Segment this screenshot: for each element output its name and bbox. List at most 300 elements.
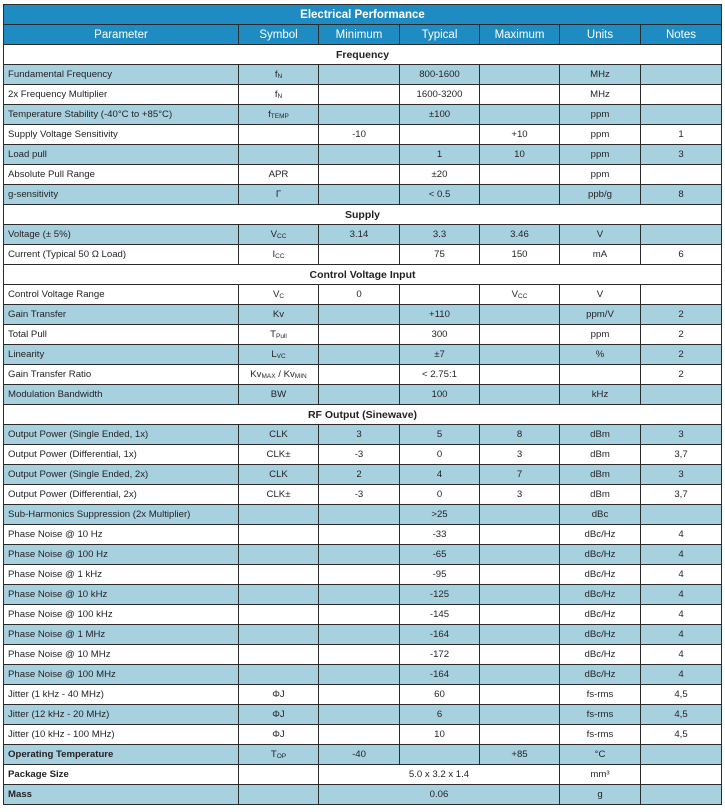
- table-row: [4, 185, 722, 205]
- minimum-cell: [319, 185, 400, 205]
- parameter-cell: Jitter (1 kHz - 40 MHz): [4, 685, 239, 705]
- notes-cell: 4: [641, 525, 722, 545]
- parameter-cell: Phase Noise @ 10 Hz: [4, 525, 239, 545]
- symbol-cell: [239, 745, 319, 765]
- symbol-text: I: [272, 249, 276, 260]
- symbol-cell: [239, 645, 319, 665]
- typical-cell: < 0.5: [400, 185, 480, 205]
- minimum-cell: [319, 585, 400, 605]
- typical-cell: 75: [400, 245, 480, 265]
- units-cell: fs-rms: [560, 725, 641, 745]
- typical-cell: 5: [400, 425, 480, 445]
- symbol-cell: [239, 725, 319, 745]
- units-cell: kHz: [560, 385, 641, 405]
- maximum-cell: [480, 725, 560, 745]
- symbol-cell: [239, 85, 319, 105]
- table-row: [4, 305, 722, 325]
- units-cell: mm³: [560, 765, 641, 785]
- parameter-cell: Output Power (Differential, 2x): [4, 485, 239, 505]
- units-cell: V: [560, 225, 641, 245]
- table-row: [4, 605, 722, 625]
- maximum-cell: [480, 525, 560, 545]
- section-supply: Supply: [4, 205, 722, 225]
- units-cell: dBm: [560, 485, 641, 505]
- electrical-performance-table: [3, 4, 722, 805]
- minimum-cell: [319, 325, 400, 345]
- table-row: [4, 385, 722, 405]
- maximum-cell: [480, 565, 560, 585]
- notes-cell: 2: [641, 325, 722, 345]
- minimum-cell: [319, 385, 400, 405]
- table-row: [4, 785, 722, 805]
- symbol-cell: [239, 105, 319, 125]
- maximum-text: +85: [511, 749, 528, 760]
- table-row: [4, 445, 722, 465]
- subscript: CC: [518, 293, 528, 300]
- header-parameter: Parameter: [4, 25, 239, 45]
- table-row: [4, 365, 722, 385]
- subscript: Pull: [276, 333, 287, 340]
- units-cell: ppb/g: [560, 185, 641, 205]
- notes-cell: [641, 385, 722, 405]
- table-title: Electrical Performance: [4, 5, 722, 25]
- minimum-cell: [319, 645, 400, 665]
- parameter-cell: Jitter (12 kHz - 20 MHz): [4, 705, 239, 725]
- notes-cell: 2: [641, 305, 722, 325]
- symbol-text: APR: [268, 169, 289, 180]
- notes-cell: 4,5: [641, 685, 722, 705]
- maximum-text: 150: [511, 249, 528, 260]
- units-cell: ppm: [560, 105, 641, 125]
- value-cell: 5.0 x 3.2 x 1.4: [319, 765, 560, 785]
- maximum-cell: [480, 85, 560, 105]
- table-row: [4, 765, 722, 785]
- symbol-text: f: [274, 69, 278, 80]
- table-row: [4, 705, 722, 725]
- symbol-cell: [239, 305, 319, 325]
- symbol-cell: [239, 425, 319, 445]
- minimum-cell: [319, 65, 400, 85]
- table-row: [4, 685, 722, 705]
- units-cell: dBc/Hz: [560, 565, 641, 585]
- symbol-cell: [239, 565, 319, 585]
- notes-cell: [641, 225, 722, 245]
- units-cell: dBm: [560, 445, 641, 465]
- table-row: [4, 245, 722, 265]
- typical-cell: -95: [400, 565, 480, 585]
- symbol-cell: [239, 605, 319, 625]
- notes-cell: 3,7: [641, 445, 722, 465]
- minimum-cell: [319, 85, 400, 105]
- parameter-cell: Operating Temperature: [4, 745, 239, 765]
- minimum-cell: [319, 605, 400, 625]
- header-symbol: Symbol: [239, 25, 319, 45]
- minimum-cell: [319, 705, 400, 725]
- minimum-cell: [319, 625, 400, 645]
- parameter-cell: Load pull: [4, 145, 239, 165]
- maximum-cell: [480, 645, 560, 665]
- notes-cell: [641, 505, 722, 525]
- typical-cell: -164: [400, 665, 480, 685]
- typical-cell: 4: [400, 465, 480, 485]
- minimum-cell: [319, 725, 400, 745]
- table-row: [4, 505, 722, 525]
- table-row: [4, 485, 722, 505]
- maximum-cell: [480, 485, 560, 505]
- units-cell: g: [560, 785, 641, 805]
- typical-cell: -172: [400, 645, 480, 665]
- notes-cell: 3: [641, 465, 722, 485]
- parameter-cell: Voltage (± 5%): [4, 225, 239, 245]
- typical-cell: 1600-3200: [400, 85, 480, 105]
- symbol-cell: [239, 705, 319, 725]
- maximum-cell: [480, 665, 560, 685]
- maximum-cell: [480, 125, 560, 145]
- parameter-cell: Current (Typical 50 Ω Load): [4, 245, 239, 265]
- notes-cell: 2: [641, 345, 722, 365]
- units-cell: ppm: [560, 165, 641, 185]
- parameter-cell: Output Power (Single Ended, 1x): [4, 425, 239, 445]
- minimum-cell: [319, 685, 400, 705]
- maximum-cell: [480, 425, 560, 445]
- maximum-cell: [480, 685, 560, 705]
- symbol-text: BW: [270, 389, 287, 400]
- table-row: [4, 665, 722, 685]
- maximum-cell: [480, 185, 560, 205]
- table-row: [4, 125, 722, 145]
- parameter-cell: Phase Noise @ 1 kHz: [4, 565, 239, 585]
- notes-cell: [641, 285, 722, 305]
- notes-cell: 8: [641, 185, 722, 205]
- maximum-text: 3: [516, 489, 523, 500]
- units-cell: V: [560, 285, 641, 305]
- maximum-cell: [480, 445, 560, 465]
- notes-cell: 6: [641, 245, 722, 265]
- minimum-cell: -3: [319, 485, 400, 505]
- table-row: [4, 285, 722, 305]
- minimum-cell: [319, 565, 400, 585]
- minimum-cell: [319, 505, 400, 525]
- parameter-cell: Package Size: [4, 765, 239, 785]
- minimum-cell: -40: [319, 745, 400, 765]
- notes-cell: 4: [641, 605, 722, 625]
- maximum-cell: [480, 105, 560, 125]
- notes-cell: 3,7: [641, 485, 722, 505]
- maximum-text: 10: [514, 149, 525, 160]
- symbol-cell: [239, 485, 319, 505]
- table-row: [4, 65, 722, 85]
- parameter-cell: Linearity: [4, 345, 239, 365]
- minimum-cell: [319, 105, 400, 125]
- parameter-cell: 2x Frequency Multiplier: [4, 85, 239, 105]
- subscript: CC: [275, 253, 285, 260]
- symbol-text: ΦJ: [272, 689, 285, 700]
- maximum-cell: [480, 305, 560, 325]
- notes-cell: [641, 105, 722, 125]
- typical-cell: ±100: [400, 105, 480, 125]
- notes-cell: 4: [641, 625, 722, 645]
- symbol-cell: [239, 245, 319, 265]
- symbol-cell: [239, 185, 319, 205]
- section-control-voltage: Control Voltage Input: [4, 265, 722, 285]
- maximum-cell: [480, 365, 560, 385]
- units-cell: dBc/Hz: [560, 525, 641, 545]
- maximum-text: +10: [511, 129, 528, 140]
- typical-cell: ±7: [400, 345, 480, 365]
- maximum-cell: [480, 465, 560, 485]
- maximum-cell: [480, 585, 560, 605]
- typical-cell: [400, 745, 480, 765]
- units-cell: mA: [560, 245, 641, 265]
- typical-cell: -145: [400, 605, 480, 625]
- parameter-cell: Gain Transfer Ratio: [4, 365, 239, 385]
- subscript: C: [279, 293, 285, 300]
- units-cell: dBc/Hz: [560, 605, 641, 625]
- maximum-cell: [480, 65, 560, 85]
- symbol-cell: [239, 765, 319, 785]
- parameter-cell: Mass: [4, 785, 239, 805]
- maximum-cell: [480, 745, 560, 765]
- units-cell: MHz: [560, 65, 641, 85]
- symbol-cell: [239, 585, 319, 605]
- symbol-text: / Kv: [275, 369, 295, 380]
- notes-cell: [641, 165, 722, 185]
- maximum-cell: [480, 385, 560, 405]
- symbol-cell: [239, 65, 319, 85]
- subscript: VC: [276, 353, 286, 360]
- units-cell: dBc/Hz: [560, 665, 641, 685]
- typical-cell: >25: [400, 505, 480, 525]
- symbol-text: T: [270, 329, 277, 340]
- subscript: MAX: [261, 373, 276, 380]
- units-cell: dBc/Hz: [560, 645, 641, 665]
- typical-cell: -33: [400, 525, 480, 545]
- notes-cell: 3: [641, 425, 722, 445]
- header-maximum: Maximum: [480, 25, 560, 45]
- symbol-text: ΦJ: [272, 709, 285, 720]
- typical-cell: [400, 285, 480, 305]
- units-cell: MHz: [560, 85, 641, 105]
- table-row: [4, 645, 722, 665]
- symbol-cell: [239, 285, 319, 305]
- symbol-cell: [239, 445, 319, 465]
- typical-cell: 300: [400, 325, 480, 345]
- parameter-cell: Supply Voltage Sensitivity: [4, 125, 239, 145]
- minimum-cell: -10: [319, 125, 400, 145]
- units-cell: dBc/Hz: [560, 545, 641, 565]
- symbol-text: Kv: [272, 309, 285, 320]
- notes-cell: 4,5: [641, 705, 722, 725]
- maximum-cell: [480, 705, 560, 725]
- table-row: [4, 165, 722, 185]
- typical-cell: -65: [400, 545, 480, 565]
- header-notes: Notes: [641, 25, 722, 45]
- symbol-text: CLK: [269, 429, 288, 440]
- maximum-cell: [480, 345, 560, 365]
- table-row: [4, 85, 722, 105]
- typical-cell: 0: [400, 445, 480, 465]
- units-cell: dBm: [560, 465, 641, 485]
- maximum-text: 3.46: [510, 229, 529, 240]
- parameter-cell: Phase Noise @ 100 Hz: [4, 545, 239, 565]
- parameter-cell: Phase Noise @ 100 kHz: [4, 605, 239, 625]
- units-cell: ppm: [560, 125, 641, 145]
- notes-cell: 2: [641, 365, 722, 385]
- symbol-text: CLK±: [266, 489, 291, 500]
- subscript: MIN: [294, 373, 307, 380]
- table-row: [4, 105, 722, 125]
- minimum-cell: [319, 245, 400, 265]
- symbol-text: T: [270, 749, 277, 760]
- units-cell: ppm/V: [560, 305, 641, 325]
- maximum-cell: [480, 605, 560, 625]
- symbol-text: V: [272, 289, 280, 300]
- parameter-cell: Phase Noise @ 100 MHz: [4, 665, 239, 685]
- typical-cell: ±20: [400, 165, 480, 185]
- typical-cell: 800-1600: [400, 65, 480, 85]
- symbol-cell: [239, 545, 319, 565]
- parameter-cell: Gain Transfer: [4, 305, 239, 325]
- parameter-cell: Absolute Pull Range: [4, 165, 239, 185]
- header-typical: Typical: [400, 25, 480, 45]
- parameter-cell: Total Pull: [4, 325, 239, 345]
- parameter-cell: Modulation Bandwidth: [4, 385, 239, 405]
- units-cell: fs-rms: [560, 685, 641, 705]
- symbol-cell: [239, 345, 319, 365]
- symbol-text: CLK: [269, 469, 288, 480]
- maximum-cell: [480, 285, 560, 305]
- symbol-text: f: [274, 89, 278, 100]
- notes-cell: 4: [641, 585, 722, 605]
- symbol-cell: [239, 465, 319, 485]
- subscript: TEMP: [270, 113, 289, 120]
- subscript: OP: [276, 753, 287, 760]
- parameter-cell: Temperature Stability (-40°C to +85°C): [4, 105, 239, 125]
- units-cell: °C: [560, 745, 641, 765]
- symbol-cell: [239, 525, 319, 545]
- units-cell: dBc: [560, 505, 641, 525]
- units-cell: [560, 365, 641, 385]
- typical-cell: 10: [400, 725, 480, 745]
- typical-cell: 6: [400, 705, 480, 725]
- parameter-cell: Phase Noise @ 10 kHz: [4, 585, 239, 605]
- symbol-cell: [239, 385, 319, 405]
- table-row: [4, 725, 722, 745]
- units-cell: fs-rms: [560, 705, 641, 725]
- symbol-text: CLK±: [266, 449, 291, 460]
- table-row: [4, 625, 722, 645]
- units-cell: ppm: [560, 325, 641, 345]
- maximum-text: 7: [516, 469, 523, 480]
- maximum-text: 3: [516, 449, 523, 460]
- table-row: [4, 745, 722, 765]
- notes-cell: [641, 785, 722, 805]
- minimum-cell: 2: [319, 465, 400, 485]
- notes-cell: 4: [641, 545, 722, 565]
- units-cell: dBm: [560, 425, 641, 445]
- table-row: [4, 325, 722, 345]
- maximum-text: 8: [516, 429, 523, 440]
- symbol-cell: [239, 505, 319, 525]
- symbol-cell: [239, 225, 319, 245]
- notes-cell: 1: [641, 125, 722, 145]
- header-minimum: Minimum: [319, 25, 400, 45]
- units-cell: dBc/Hz: [560, 625, 641, 645]
- parameter-cell: Fundamental Frequency: [4, 65, 239, 85]
- maximum-cell: [480, 545, 560, 565]
- minimum-cell: [319, 145, 400, 165]
- minimum-cell: -3: [319, 445, 400, 465]
- subscript: N: [277, 73, 283, 80]
- value-cell: 0.06: [319, 785, 560, 805]
- subscript: CC: [277, 233, 287, 240]
- subscript: N: [277, 93, 283, 100]
- minimum-cell: [319, 545, 400, 565]
- table-row: [4, 145, 722, 165]
- table-row: [4, 545, 722, 565]
- symbol-cell: [239, 685, 319, 705]
- units-cell: dBc/Hz: [560, 585, 641, 605]
- parameter-cell: Jitter (10 kHz - 100 MHz): [4, 725, 239, 745]
- minimum-cell: [319, 665, 400, 685]
- maximum-cell: [480, 165, 560, 185]
- minimum-cell: [319, 525, 400, 545]
- table-row: [4, 565, 722, 585]
- symbol-text: ΦJ: [272, 729, 285, 740]
- maximum-cell: [480, 145, 560, 165]
- minimum-cell: 0: [319, 285, 400, 305]
- symbol-cell: [239, 785, 319, 805]
- notes-cell: 4: [641, 645, 722, 665]
- notes-cell: [641, 745, 722, 765]
- symbol-text: Γ: [275, 189, 282, 200]
- maximum-text: V: [511, 289, 518, 300]
- section-frequency: Frequency: [4, 45, 722, 65]
- notes-cell: 4: [641, 665, 722, 685]
- symbol-cell: [239, 125, 319, 145]
- typical-cell: -125: [400, 585, 480, 605]
- maximum-cell: [480, 505, 560, 525]
- table-row: [4, 425, 722, 445]
- parameter-cell: Control Voltage Range: [4, 285, 239, 305]
- table-row: [4, 345, 722, 365]
- typical-cell: [400, 125, 480, 145]
- typical-cell: 3.3: [400, 225, 480, 245]
- symbol-cell: [239, 665, 319, 685]
- symbol-cell: [239, 165, 319, 185]
- table-row: [4, 225, 722, 245]
- symbol-cell: [239, 625, 319, 645]
- parameter-cell: Output Power (Single Ended, 2x): [4, 465, 239, 485]
- maximum-cell: [480, 225, 560, 245]
- typical-cell: 100: [400, 385, 480, 405]
- maximum-cell: [480, 625, 560, 645]
- units-cell: %: [560, 345, 641, 365]
- table-row: [4, 585, 722, 605]
- units-cell: ppm: [560, 145, 641, 165]
- notes-cell: [641, 85, 722, 105]
- table-row: [4, 465, 722, 485]
- parameter-cell: Phase Noise @ 1 MHz: [4, 625, 239, 645]
- parameter-cell: Phase Noise @ 10 MHz: [4, 645, 239, 665]
- parameter-cell: Output Power (Differential, 1x): [4, 445, 239, 465]
- typical-cell: -164: [400, 625, 480, 645]
- symbol-text: L: [271, 349, 277, 360]
- symbol-cell: [239, 325, 319, 345]
- typical-cell: < 2.75:1: [400, 365, 480, 385]
- notes-cell: 3: [641, 145, 722, 165]
- minimum-cell: 3: [319, 425, 400, 445]
